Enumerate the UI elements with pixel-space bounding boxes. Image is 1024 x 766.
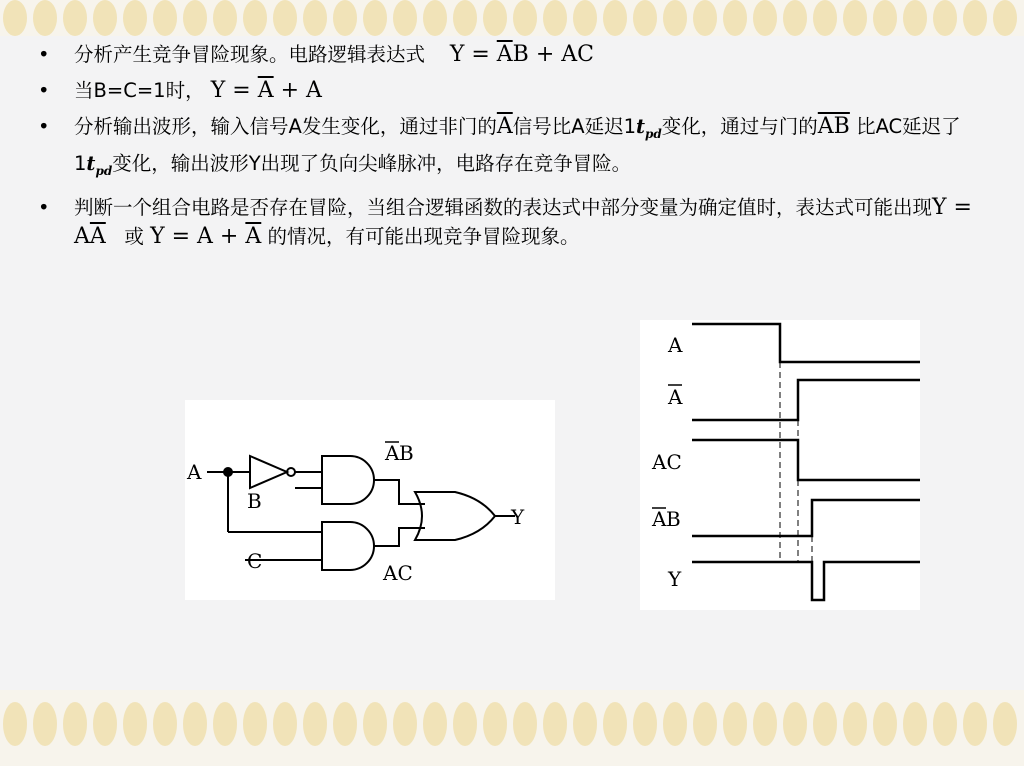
expr-a-bar: $\overline{A}$	[496, 42, 513, 67]
bullet-4-part-3: 的情况，有可能出现竞争冒险现象。	[267, 224, 580, 248]
expr-plus-a: + A	[280, 78, 322, 103]
circuit-diagram	[185, 400, 555, 600]
wave-a	[692, 324, 920, 362]
circuit-label-y: Y	[511, 505, 525, 529]
wave-ac	[692, 440, 920, 480]
wave-label-b-letter: B	[666, 507, 681, 531]
wave-label-a-bar-letter: A	[668, 385, 683, 409]
bullet-2	[38, 76, 988, 105]
wave-label-ab-bar	[651, 507, 681, 531]
bullet-3-part-5: 变化，输出波形Y出现了负向尖峰脉冲，电路存在竞争冒险。	[112, 151, 632, 175]
bullet-1-text: 分析产生竞争冒险现象。电路逻辑表达式	[74, 43, 426, 66]
circuit-label-b-letter: B	[399, 441, 414, 465]
circuit-label-a-bar-letter: A	[385, 441, 400, 465]
t-letter: t	[86, 151, 96, 175]
wave-label-a-letter: A	[652, 507, 667, 531]
bullet-3-part-1: 分析输出波形，输入信号A发生变化，通过非门的	[74, 115, 497, 138]
t-letter: t	[635, 115, 645, 138]
expr-y-a-plus: Y = A +	[150, 223, 239, 249]
bullet-3-part-3: 变化，通过与门的	[661, 115, 818, 138]
expr-y-a: Y = A	[74, 194, 972, 249]
expression-y-abar-plus-a	[211, 78, 322, 103]
expression-y-a-plus-abar	[150, 224, 261, 249]
decorative-bottom-band	[0, 688, 1024, 766]
not-gate	[250, 456, 287, 488]
bullet-2-text: 当B=C=1时，	[74, 79, 205, 102]
wave-label-y: Y	[668, 567, 682, 591]
expr-b-plus-ac: B + AC	[512, 42, 594, 67]
tpd-symbol-2	[86, 151, 113, 178]
expr-y: Y =	[449, 42, 490, 67]
bullet-3-part-2: 信号比A延迟1	[512, 115, 636, 138]
tpd-symbol	[635, 115, 662, 141]
pd-subscript: pd	[95, 163, 113, 178]
expr-a-bar: $\overline{A}$	[245, 223, 262, 249]
wave-ab-bar	[692, 500, 920, 536]
circuit-label-a: A	[187, 460, 202, 484]
bullet-4-part-1: 判断一个组合电路是否存在冒险，当组合逻辑函数的表达式中部分变量为确定值时，表达式可能出现	[74, 195, 933, 219]
a-bar-symbol: $\overline{A}$	[496, 114, 513, 139]
circuit-label-b: B	[247, 489, 262, 513]
wave-label-a: A	[668, 333, 683, 357]
circuit-label-c: C	[247, 549, 263, 573]
circuit-label-ac: AC	[383, 561, 413, 585]
bullet-3	[38, 112, 988, 186]
circuit-svg	[185, 400, 555, 600]
ab-bar-symbol: $\overline{AB}$	[817, 114, 850, 139]
and-gate-1	[322, 456, 374, 504]
wave-label-ac: AC	[652, 450, 682, 474]
and-gate-2	[322, 522, 374, 570]
decorative-top-band	[0, 0, 1024, 40]
waveform-diagram	[640, 320, 920, 610]
wave-y	[692, 562, 920, 600]
wave-a-bar	[692, 380, 920, 420]
bullet-3-part-4: 比AC延迟了1	[74, 115, 961, 175]
bullet-list	[38, 40, 988, 258]
waveform-svg	[640, 320, 920, 610]
circuit-label-abbar	[384, 441, 414, 465]
bullet-4-or: 或	[124, 224, 144, 248]
expr-a-bar: $\overline{A}$	[89, 223, 106, 249]
wave-label-a-bar	[667, 385, 683, 409]
circle-pattern-top	[0, 0, 1024, 40]
expr-y: Y =	[210, 78, 251, 103]
bullet-1	[38, 40, 988, 69]
or-gate	[415, 492, 495, 540]
circle-pattern-bottom	[0, 688, 1024, 766]
expr-a-bar: $\overline{A}$	[257, 78, 274, 103]
pd-subscript: pd	[645, 126, 662, 141]
bullet-4	[38, 193, 988, 251]
expression-y-abbar-plus-ac	[450, 42, 594, 67]
